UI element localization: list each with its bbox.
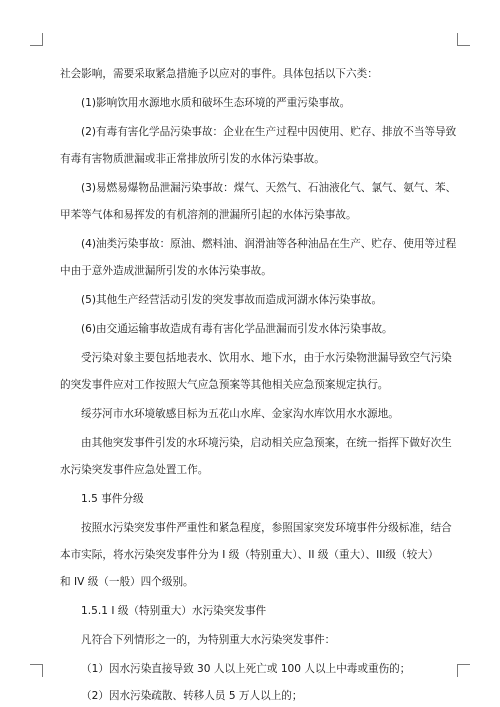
paragraph-line: (6)由交通运输事故造成有毒有害化学品泄漏而引发水体污染事故。	[81, 323, 393, 335]
paragraph-line: 中由于意外造成泄漏所引发的水体污染事故。	[60, 265, 272, 277]
paragraph-line: 受污染对象主要包括地表水、饮用水、地下水，由于水污染物泄漏导致空气污染	[81, 352, 452, 364]
paragraph-line: 按照水污染突发事件严重性和紧急程度，参照国家突发环境事件分级标准，结合	[81, 522, 452, 534]
paragraph-line: (3)易燃易爆物品泄漏污染事故：煤气、天然气、石油液化气、氯气、氨气、苯、	[81, 182, 457, 194]
paragraph-line: 有毒有害物质泄漏或非正常排放所引发的水体污染事故。	[60, 153, 325, 165]
document-body	[60, 67, 457, 704]
paragraph-line: 凡符合下列情形之一的，为特别重大水污染突发事件：	[81, 634, 336, 646]
crop-mark-bottom-left	[30, 664, 43, 677]
subsection-heading: 1.5.1 I 级（特别重大）水污染突发事件	[81, 605, 267, 617]
paragraph-line: 由其他突发事件引发的水环境污染，启动相关应急预案，在统一指挥下做好次生	[81, 437, 452, 449]
paragraph-line: 绥芬河市水环境敏感目标为五花山水库、金家沟水库饮用水水源地。	[81, 408, 399, 420]
paragraph-line: 甲苯等气体和易挥发的有机溶剂的泄漏所引起的水体污染事故。	[60, 209, 357, 221]
paragraph-line: (4)油类污染事故：原油、燃料油、润滑油等各种油品在生产、贮存、使用等过程	[81, 238, 457, 250]
crop-mark-top-right	[457, 33, 470, 46]
paragraph-line: (1)影响饮用水源地水质和破坏生态环境的严重污染事故。	[81, 97, 351, 109]
crop-mark-bottom-right	[457, 664, 470, 677]
paragraph-line: (5)其他生产经营活动引发的突发事故而造成河湖水体污染事故。	[81, 294, 383, 306]
paragraph-line: 和 IV 级（一般）四个级别。	[60, 576, 194, 588]
paragraph-line: (2)有毒有害化学品污染事故：企业在生产过程中因使用、贮存、排放不当等导致	[81, 126, 457, 138]
section-heading: 1.5 事件分级	[81, 493, 144, 505]
list-item: （1）因水污染直接导致 30 人以上死亡或 100 人以上中毒或重伤的；	[81, 663, 411, 675]
list-item: （2）因水污染疏散、转移人员 5 万人以上的；	[81, 690, 303, 702]
paragraph-line: 的突发事件应对工作按照大气应急预案等其他相关应急预案规定执行。	[60, 379, 389, 391]
paragraph-line: 社会影响，需要采取紧急措施予以应对的事件。具体包括以下六类：	[60, 68, 378, 80]
crop-mark-top-left	[30, 33, 43, 46]
paragraph-line: 水污染突发事件应急处置工作。	[60, 464, 209, 476]
paragraph-line: 本市实际，将水污染突发事件分为 I 级（特别重大）、II 级（重大）、III级（较大）	[60, 549, 439, 561]
